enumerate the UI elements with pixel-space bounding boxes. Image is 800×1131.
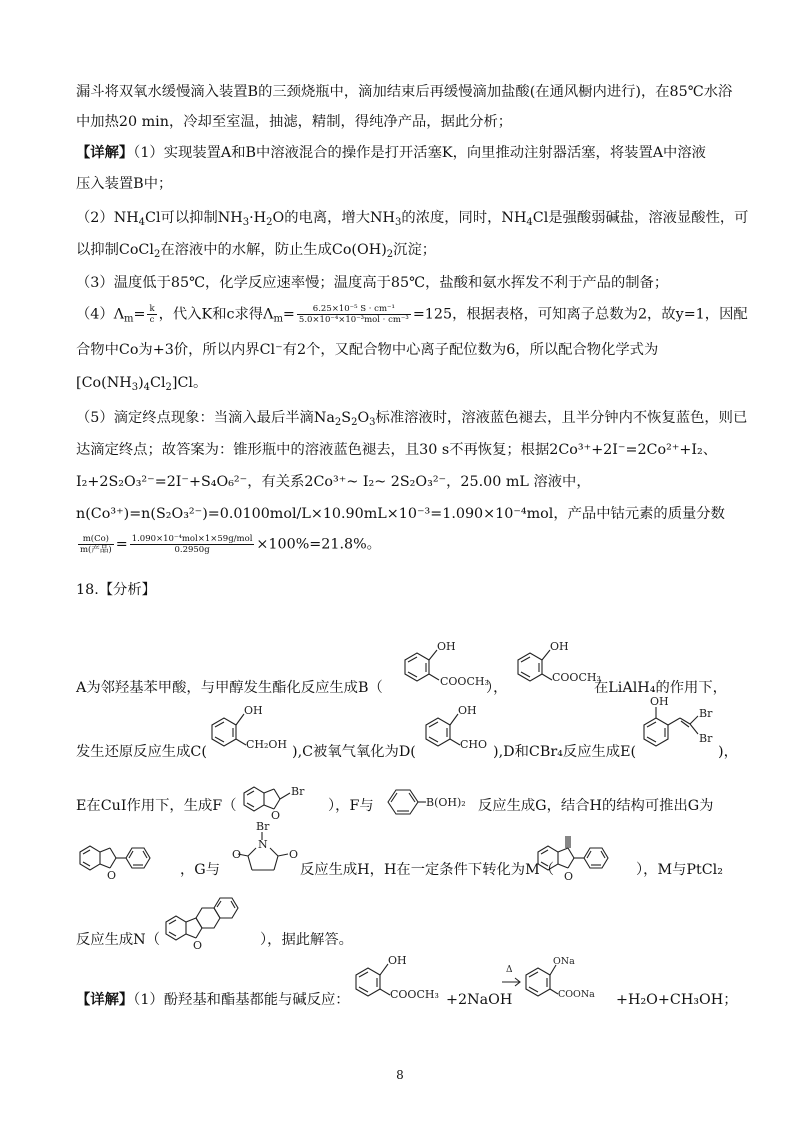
structure-N xyxy=(160,892,270,952)
svg-text:CHO: CHO xyxy=(460,738,488,751)
structure-product xyxy=(520,950,620,1010)
text-line: ),C被氧气氧化为D( xyxy=(292,744,416,760)
svg-text:OH: OH xyxy=(244,704,263,717)
text-line: ),D和CBr₄反应生成E( xyxy=(493,744,637,760)
fraction: $\frac{\text{1.090×10⁻⁴mol×1×59g/mol}}{0.2950g}$ xyxy=(131,534,253,555)
text-line: 漏斗将双氧水缓慢滴入装置B的三颈烧瓶中，滴加结束后再缓慢滴加盐酸(在通风橱内进行)，在85℃水浴 xyxy=(76,84,733,100)
text-line: 【详解】（1）实现装置A和B中溶液混合的操作是打开活塞K，向里推动注射器活塞，将装置A中溶液 xyxy=(76,145,706,161)
text-line: )， xyxy=(718,744,738,760)
text-line: 反应生成H，H在一定条件下转化为M（ xyxy=(300,862,555,878)
svg-text:COONa: COONa xyxy=(558,989,595,1000)
text-line: $(4)\Lambda_m=$ $\frac{k}{c}$ ，代入K和c求得$\Lambda_m=$ $\frac{\text{6.25×10⁻⁵ S · cm⁻¹}}{\text{5.0×10⁻⁴×10⁻³mol · cm⁻³}}$ =125，根据表格，可知离子总数为2，故y=1，因配 xyxy=(76,304,748,325)
text-line: ，G与 xyxy=(180,862,221,878)
svg-text:O: O xyxy=(232,848,242,861)
text-line: n(Co³⁺)=n(S₂O₃²⁻)=0.0100mol/L×10.90mL×10⁻³=1.090×10⁻⁴mol，产品中钴元素的质量分数 xyxy=(76,506,725,522)
text-line: 以抑制CoCl$_2$在溶液中的水解，防止生成$Co(OH)_2$沉淀； xyxy=(76,242,437,260)
svg-text:COOCH₃: COOCH₃ xyxy=(552,671,601,684)
text-line: 中加热20 min，冷却至室温，抽滤，精制，得纯净产品，据此分析； xyxy=(76,114,513,130)
svg-text:CH₂OH: CH₂OH xyxy=(246,738,288,751)
text-line: （5）滴定终点现象：当滴入最后半滴$Na_2S_2O_3$标准溶液时，溶液蓝色褪去，且半分钟内不恢复蓝色，则已 xyxy=(76,410,748,428)
text-line: $(2)NH_4Cl$可以抑制$NH_3\cdot H_2O$的电离，增大$NH_3$的浓度，同时，$NH_4Cl$是强酸弱碱盐，溶液显酸性，可 xyxy=(76,210,749,228)
fraction: $\frac{m(Co)}{\text{m(产品)}}$ xyxy=(80,534,112,555)
svg-text:O: O xyxy=(271,809,281,822)
svg-text:Br: Br xyxy=(291,785,305,798)
text-line: 反应生成G，结合H的结构可推出G为 xyxy=(478,798,714,814)
section-heading: 18.【分析】 xyxy=(76,582,156,598)
structure-phenylboronic-acid xyxy=(380,780,480,824)
text-line: 在LiAlH₄的作用下， xyxy=(594,680,727,696)
text-line: 合物中Co为+3价，所以内界Cl⁻有2个，又配合物中心离子配位数为6，所以配合物化学式为 xyxy=(76,342,659,358)
svg-text:OH: OH xyxy=(458,704,477,717)
text-line: 【详解】（1）酚羟基和酯基都能与碱反应： xyxy=(76,992,350,1008)
structure-E xyxy=(636,690,726,760)
text-line: 压入装置B中； xyxy=(76,176,173,192)
structure-B xyxy=(385,635,495,695)
fraction: $\frac{\text{6.25×10⁻⁵ S · cm⁻¹}}{\text{5.0×10⁻⁴×10⁻³mol · cm⁻³}}$ xyxy=(298,304,409,325)
svg-text:OH: OH xyxy=(437,640,456,653)
svg-text:ONa: ONa xyxy=(553,956,575,967)
structure-G xyxy=(76,832,186,882)
structure-C xyxy=(200,700,300,760)
svg-text:COOCH₃: COOCH₃ xyxy=(440,675,489,688)
fraction: $\frac{k}{c}$ xyxy=(149,304,155,325)
text-line: （3）温度低于85℃，化学反应速率慢；温度高于85℃，盐酸和氨水挥发不利于产品的制备； xyxy=(76,275,669,291)
svg-text:O: O xyxy=(289,848,299,861)
svg-text:Br: Br xyxy=(256,820,270,833)
svg-text:OH: OH xyxy=(650,695,669,708)
text-line: ），F与 xyxy=(328,798,374,814)
svg-text:N: N xyxy=(258,838,268,851)
text-line: 反应生成N（ xyxy=(76,932,160,948)
svg-text:OH: OH xyxy=(388,954,407,967)
svg-text:Br: Br xyxy=(699,732,713,745)
structure-NBS xyxy=(232,818,302,884)
text-line: 发生还原反应生成C( xyxy=(76,744,207,760)
text-line: $\frac{m(Co)}{\text{m(产品)}}$ = $\frac{\text{1.090×10⁻⁴mol×1×59g/mol}}{0.2950g}$ ×100%=21.8%。 xyxy=(80,534,381,555)
text-line: A为邻羟基苯甲酸，与甲醇发生酯化反应生成B（ xyxy=(76,680,383,696)
svg-text:B(OH)₂: B(OH)₂ xyxy=(426,796,466,809)
text-line: I₂+2S₂O₃²⁻=2I⁻+S₄O₆²⁻，有关系2Co³⁺~ I₂~ 2S₂O₃²⁻，25.00 mL 溶液中， xyxy=(76,474,591,490)
svg-text:O: O xyxy=(107,869,117,882)
text-line: ），据此解答。 xyxy=(260,932,353,948)
svg-text:O: O xyxy=(193,939,203,952)
text-line: $[Co(NH_3)_4Cl_2]Cl$。 xyxy=(76,375,208,393)
text-line: +H₂O+CH₃OH； xyxy=(616,992,738,1008)
structure-reactant xyxy=(346,950,456,1010)
svg-text:Δ: Δ xyxy=(506,965,513,975)
svg-text:Br: Br xyxy=(699,707,713,720)
text-line: +2NaOH xyxy=(446,992,513,1008)
reaction-arrow xyxy=(502,962,522,992)
svg-text:OH: OH xyxy=(550,640,569,653)
svg-text:COOCH₃: COOCH₃ xyxy=(390,988,439,1001)
page-number: 8 xyxy=(396,1068,404,1082)
text-line: E在CuI作用下，生成F（ xyxy=(76,798,237,814)
text-line: ）， xyxy=(486,680,508,696)
text-line: 达滴定终点；故答案为：锥形瓶中的溶液蓝色褪去，且30 s不再恢复；根据2Co³⁺+2I⁻=2Co²⁺+I₂、 xyxy=(76,442,718,458)
text-line: ），M与PtCl₂ xyxy=(636,862,723,878)
structure-M xyxy=(534,818,644,884)
svg-text:O: O xyxy=(564,870,574,883)
